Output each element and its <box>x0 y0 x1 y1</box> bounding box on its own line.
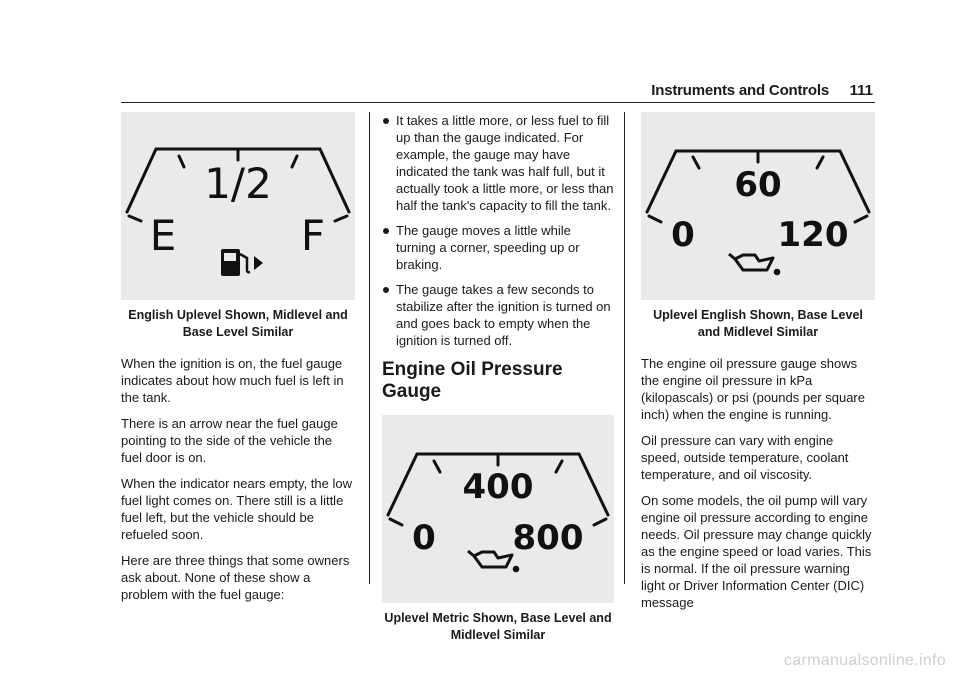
middle-column <box>382 112 614 658</box>
paragraph: On some models, the oil pump will vary engine oil pressure according to engine needs. Oil pressure may change quickly as the engine speed or load varies. This is normal. If the oil pressure warning light or Driver Information Center (DIC) message <box>641 493 872 610</box>
metric-gauge-min-label: 0 <box>412 518 436 558</box>
gauge-tick-right <box>556 461 562 472</box>
fuel-gauge-figure <box>121 112 355 300</box>
bullet-text: The gauge takes a few seconds to stabilize after the ignition is turned on and goes back to empty when the ignition is turned off. <box>396 282 611 348</box>
metric-gauge-caption: Uplevel Metric Shown, Base Level and Midlevel Similar <box>384 611 612 642</box>
column-divider-right <box>624 112 625 584</box>
metric-gauge-mid-label: 400 <box>462 467 534 507</box>
list-item <box>382 222 614 273</box>
english-oil-gauge-figure <box>641 112 875 300</box>
section-title: Instruments and Controls <box>651 82 829 99</box>
oil-can-icon <box>729 254 779 274</box>
paragraph: When the ignition is on, the fuel gauge indicates about how much fuel is left in the tank. <box>121 356 344 405</box>
column-divider-left <box>369 112 370 584</box>
right-column <box>641 112 875 620</box>
metric-oil-gauge-figure <box>382 415 614 603</box>
left-column <box>121 112 355 612</box>
metric-gauge-max-label: 800 <box>512 518 584 558</box>
gauge-tick-left <box>434 461 440 472</box>
fuel-gauge-half-label: 1/2 <box>204 159 272 208</box>
list-item <box>382 281 614 349</box>
gauge-tick-max <box>855 216 867 222</box>
bullet-text: It takes a little more, or less fuel to fill up than the gauge indicated. For example, the gauge may have indicated the tank was half full, but it actually took a little more, or less than half the tank's capacity to fill the tank. <box>396 113 614 213</box>
english-gauge-max-label: 120 <box>777 215 849 255</box>
gauge-tick-right <box>817 157 823 168</box>
section-heading: Engine Oil Pressure Gauge <box>382 359 563 402</box>
list-item <box>382 112 614 214</box>
watermark: carmanualsonline.info <box>784 652 946 669</box>
paragraph: Oil pressure can vary with engine speed, outside temperature, coolant temperature, and oil viscosity. <box>641 433 849 482</box>
oil-can-icon <box>468 551 518 571</box>
gauge-tick-right <box>292 156 297 167</box>
bullet-icon <box>383 118 389 124</box>
bullet-text: The gauge moves a little while turning a corner, speeding up or braking. <box>396 223 580 272</box>
paragraph: Here are three things that some owners ask about. None of these show a problem with the fuel gauge: <box>121 553 350 602</box>
english-gauge-caption: Uplevel English Shown, Base Level and Midlevel Similar <box>653 308 863 339</box>
bullet-icon <box>383 228 389 234</box>
gauge-tick-min <box>649 216 661 222</box>
fuel-gauge-bullet-list <box>382 112 614 349</box>
page-header <box>121 80 875 102</box>
gauge-tick-empty <box>129 216 141 221</box>
english-gauge-min-label: 0 <box>671 215 695 255</box>
fuel-gauge-caption: English Uplevel Shown, Midlevel and Base Level Similar <box>128 308 348 339</box>
gauge-tick-full <box>335 216 347 221</box>
header-rule <box>121 102 875 103</box>
gauge-tick-left <box>179 156 184 167</box>
gauge-tick-left <box>693 157 699 168</box>
fuel-gauge-empty-label: E <box>149 211 177 260</box>
gauge-tick-min <box>390 519 402 525</box>
fuel-gauge-full-label: F <box>300 211 326 260</box>
paragraph: When the indicator nears empty, the low fuel light comes on. There still is a little fuel left, but the vehicle should be refueled soon. <box>121 476 352 542</box>
fuel-pump-icon <box>221 249 263 276</box>
gauge-tick-max <box>594 519 606 525</box>
paragraph: The engine oil pressure gauge shows the engine oil pressure in kPa (kilopascals) or psi (pounds per square inch) when the engine is running. <box>641 356 865 422</box>
paragraph: There is an arrow near the fuel gauge pointing to the side of the vehicle the fuel door is on. <box>121 416 338 465</box>
english-gauge-mid-label: 60 <box>734 165 782 205</box>
bullet-icon <box>383 287 389 293</box>
page-number: 111 <box>849 82 873 99</box>
